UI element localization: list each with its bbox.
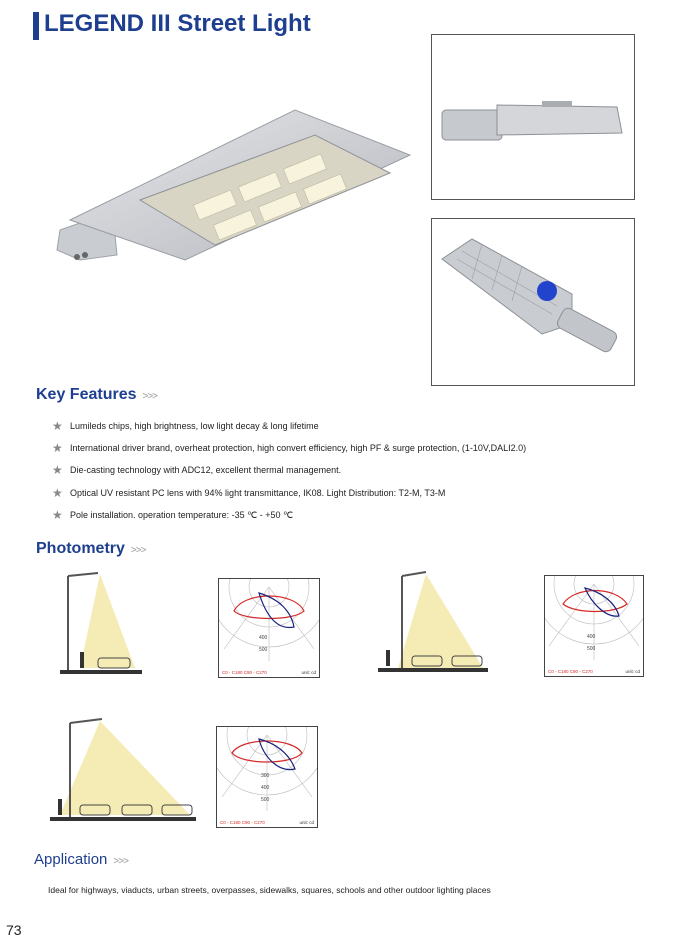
polar-diagram-2 [544, 575, 644, 677]
star-icon: ★ [52, 508, 63, 522]
polar-label: 400 [261, 785, 270, 791]
polar-unit: unit: cd [301, 670, 316, 675]
photometry-heading: Photometry >>> [36, 540, 146, 557]
star-icon: ★ [52, 486, 63, 500]
star-icon: ★ [52, 441, 63, 455]
feature-item: ★ Pole installation. operation temperature: -35 ℃ - +50 ℃ [52, 508, 294, 522]
application-heading: Application >>> [34, 851, 128, 868]
star-icon: ★ [52, 419, 63, 433]
polar-label: 400 [259, 635, 268, 641]
polar-label: 500 [261, 797, 270, 803]
polar-diagram-3 [216, 726, 318, 828]
polar-diagram-1 [218, 578, 320, 678]
feature-item: ★ International driver brand, overheat protection, high convert efficiency, high PF & surge protection, (1-10V,DALI2.0) [52, 441, 527, 455]
product-back-view-image [431, 218, 635, 386]
polar-unit: unit: cd [299, 820, 314, 825]
application-text: Ideal for highways, viaducts, urban streets, overpasses, sidewalks, squares, schools and other outdoor lighting places [48, 885, 491, 895]
feature-item: ★ Lumileds chips, high brightness, low light decay & long lifetime [52, 419, 319, 433]
polar-legend: C0 - C180 C90 - C270 [548, 669, 593, 674]
polar-label: 400 [587, 634, 596, 640]
polar-label: 500 [587, 646, 596, 652]
polar-label: 500 [259, 647, 268, 653]
pole-illustration-3 [50, 715, 196, 825]
feature-item: ★ Optical UV resistant PC lens with 94% light transmittance, IK08. Light Distribution: T2-M, T3-M [52, 486, 446, 500]
pole-illustration-2 [378, 568, 490, 676]
key-features-heading: Key Features >>> [36, 386, 158, 403]
pole-illustration-1 [60, 568, 150, 676]
product-main-image [45, 95, 425, 275]
polar-legend: C0 - C180 C90 - C270 [222, 670, 267, 675]
page-number: 73 [6, 922, 22, 938]
product-side-view-image [431, 34, 635, 200]
feature-item: ★ Die-casting technology with ADC12, excellent thermal management. [52, 463, 342, 477]
polar-unit: unit: cd [625, 669, 640, 674]
star-icon: ★ [52, 463, 63, 477]
title-accent-bar [33, 12, 39, 40]
page-title: LEGEND III Street Light [44, 10, 311, 37]
polar-label: 300 [261, 773, 270, 779]
polar-legend: C0 - C180 C90 - C270 [220, 820, 265, 825]
